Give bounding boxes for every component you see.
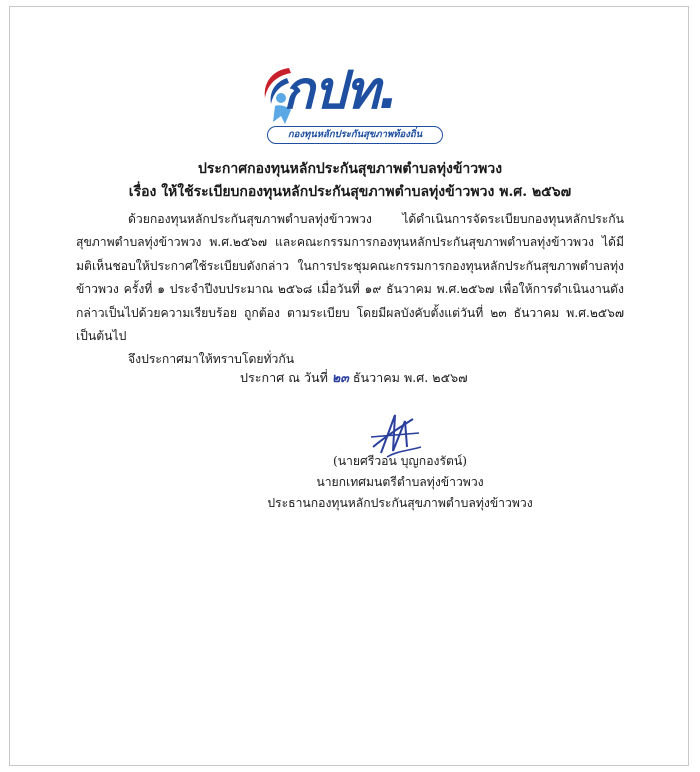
signatory-position-1: นายกเทศมนตรีตำบลทุ่งข้าวพวง [316,475,484,489]
body-paragraph-1: ด้วยกองทุนหลักประกันสุขภาพตำบลทุ่งข้าวพวง ได้ดำเนินการจัดระเบียบกองทุนหลักประกันสุขภาพตำบลทุ่งข้าวพวง พ.ศ.๒๕๖๗ และคณะกรรมการกองทุนหลักประกันสุขภาพตำบลทุ่งข้าวพวง ได้มีมติเห็นชอบให้ประกาศใช้ระเบียบดังกล่าว ในการประชุมคณะกรรมการกองทุนหลักประกันสุขภาพตำบลทุ่งข้าวพวง ครั้งที่ ๑ ประจำปีงบประมาณ ๒๕๖๘ เมื่อวันที่ ๑๙ ธันวาคม พ.ศ.๒๕๖๗ เพื่อให้การดำเนินงานดังกล่าวเป็นไปด้วยความเรียบร้อย ถูกต้อง ตามระเบียบ โดยมีผลบังคับตั้งแต่วันที่ ๒๓ ธันวาคม พ.ศ.๒๕๖๗ เป็นต้นไป [76,212,624,344]
announcement-date-day: ๒๓ [331,370,349,385]
logo-wordmark: กปท. [283,61,398,121]
body-paragraph-2: จึงประกาศมาให้ทราบโดยทั่วกัน [128,352,295,367]
signatory-name: (นายศรีวอน บุญกองรัตน์) [332,454,468,468]
announcement-title: ประกาศกองทุนหลักประกันสุขภาพตำบลทุ่งข้าวพวง [197,161,503,177]
logo-tagline: กองทุนหลักประกันสุขภาพท้องถิ่น [267,126,443,144]
fund-logo [259,60,451,152]
document-page [9,6,689,766]
announcement-date-suffix: ธันวาคม พ.ศ. ๒๕๖๗ [348,370,468,385]
announcement-date-prefix: ประกาศ ณ วันที่ [240,370,332,385]
signatory-position-2: ประธานกองทุนหลักประกันสุขภาพตำบลทุ่งข้าวพวง [267,496,533,510]
announcement-body [76,208,624,372]
signature-block [230,451,570,514]
announcement-subject: เรื่อง ให้ใช้ระเบียบกองทุนหลักประกันสุขภาพตำบลทุ่งข้าวพวง พ.ศ. ๒๕๖๗ [128,184,572,200]
announcement-date [240,368,468,388]
